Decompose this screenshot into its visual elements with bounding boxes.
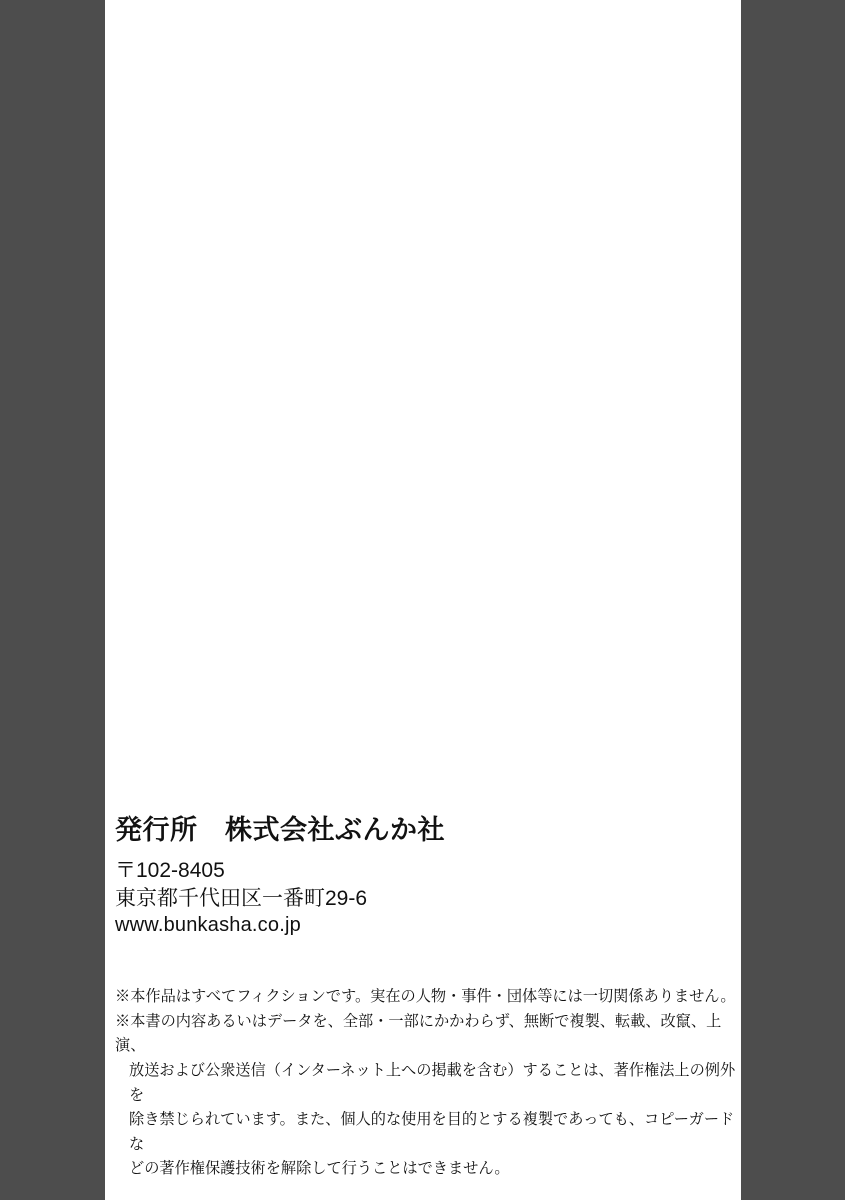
notice-line-copyright-2: 放送および公衆送信（インターネット上への掲載を含む）することは、著作権法上の例外を [129,1061,736,1104]
document-page [105,0,741,1200]
notice-line-copyright-1: ※本書の内容あるいはデータを、全部・一部にかかわらず、無断で複製、転載、改竄、上演、 [115,1012,722,1055]
street-address: 東京都千代田区一番町29-6 [115,886,368,910]
notice-line-fiction: ※本作品はすべてフィクションです。実在の人物・事件・団体等には一切関係ありません。 [115,988,736,1005]
colophon-block [115,808,735,939]
postal-code: 〒102-8405 [115,859,225,882]
legal-notice-block [115,985,741,1182]
publisher-address [115,857,735,939]
notice-line-copyright-3: 除き禁じられています。また、個人的な使用を目的とする複製であっても、コピーガードな [129,1111,735,1153]
publisher-name: 発行所 株式会社ぶんか社 [115,815,445,845]
notice-line-copyright-4: どの著作権保護技術を解除して行うことはできません。 [129,1160,510,1178]
publisher-url: www.bunkasha.co.jp [115,914,301,937]
